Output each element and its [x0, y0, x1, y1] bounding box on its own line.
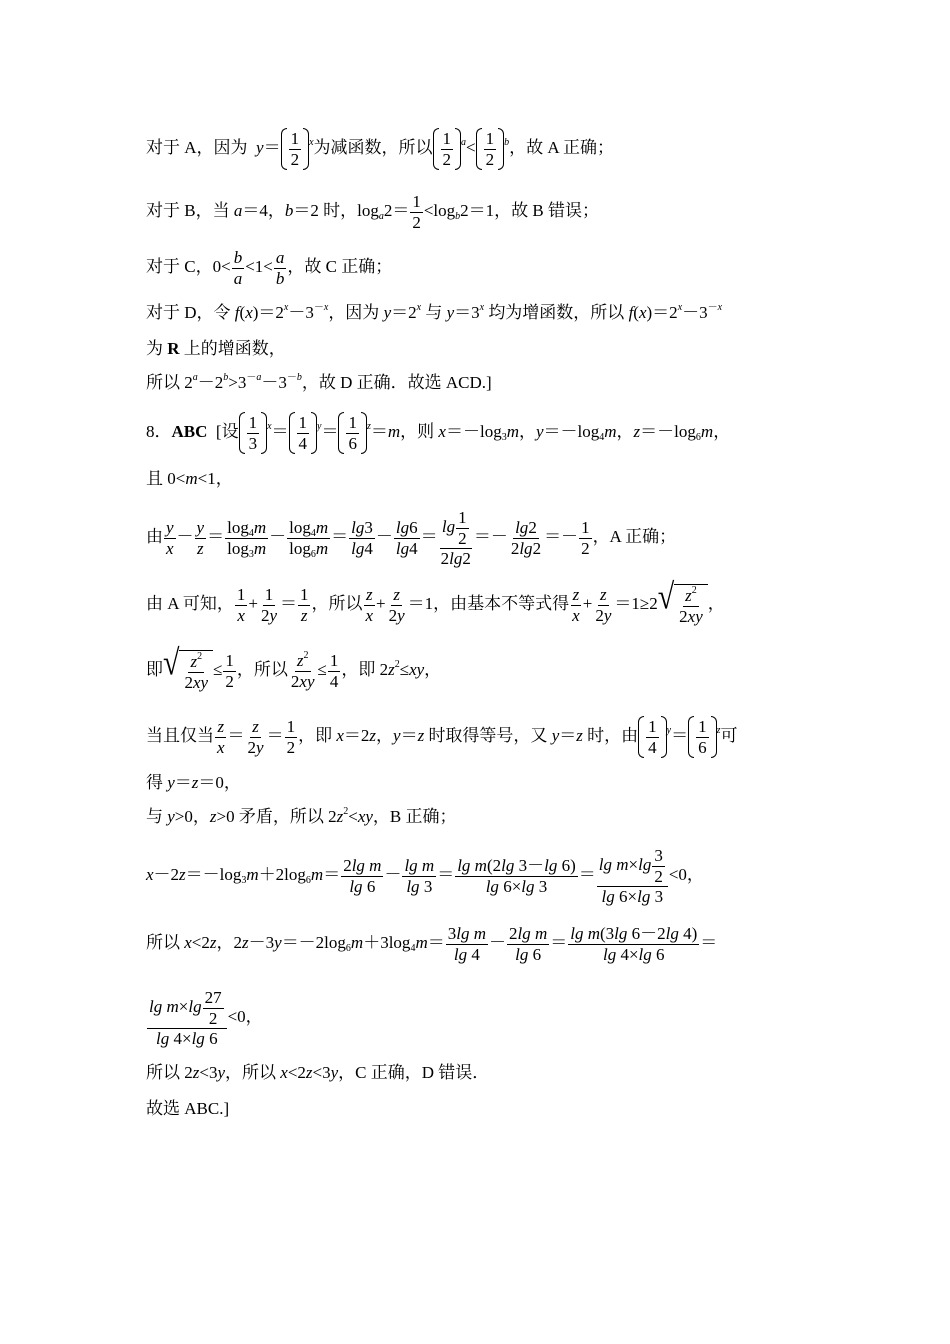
solution-line: 对于 B，当 a＝4，b＝2 时，$\log_a2=$ $\frac{1}{2}$ $<\log_b2=1$，故 B 错误；	[146, 192, 599, 232]
problem-number: 8	[146, 421, 155, 441]
solution-line: 即 √ $\frac{z^2}{2xy}$ ≤ $\frac{1}{2}$ ，所以 $\frac{z^2}{2xy}$ ≤ $\frac{1}{4}$ ，即 $2z^2\le xy$，	[146, 643, 442, 692]
solution-line: 对于 D，令 $f(x)=2^x-3^{-x}$，因为 $y=2^x$ 与 $y=3^x$ 均为增函数，所以 $f(x)=2^x-3^{-x}$	[146, 302, 723, 322]
solution-line: 且 0<m<1，	[146, 469, 233, 488]
solution-line: 对于 C，0< $\frac{b}{a}$ <1< $\frac{a}{b}$ ，故 C 正确；	[146, 248, 393, 288]
solution-line: $x-2z=-\log_3m+2\log_6m=$ $\frac{\text{2lg m}}{\lg 6}$ － $\frac{\text{lg m}}{\lg 3}$ ＝ $\frac{\text{lg m(2lg 3－lg 6)}}{\lg 6\times\lg 3}$ ＝ lg m×lg $\frac{3}{2}$ lg 6×lg 3 <0，	[146, 846, 704, 907]
solution-line: 由 A 可知， $\frac{1}{x}$ + $\frac{1}{2y}$ ＝ $\frac{1}{z}$ ，所以 $\frac{z}{x}$ + $\frac{z}{2y}$ ＝1，由基本不等式得 $\frac{z}{x}$ + $\frac{z}{2y}$ ＝1≥2 √ $\frac{z^2}{2xy}$ ，	[146, 577, 725, 626]
solution-line: 对于 A，因为 y＝ $\frac{1}{2}$ $^x$为减函数，所以 $\frac{1}{2}$ $^a$< $\frac{1}{2}$ $^b$，故 A 正确；	[146, 128, 614, 169]
solution-line: 所以 x<2z，$2z-3y=-2\log_6m+3\log_4m=$ $\frac{\text{3lg m}}{\lg 4}$ － $\frac{\text{2lg m}}{\lg 6}$ ＝ $\frac{\text{lg m(3lg 6－2lg 4)}}{\lg 4\times\lg 6}$ ＝	[146, 924, 718, 964]
solution-line: lg m×lg $\frac{27}{2}$ lg 4×lg 6 <0，	[149, 988, 263, 1049]
solution-line: 故选 ABC.]	[146, 1099, 230, 1118]
problem-8-header: 8．ABC [设 $\frac{1}{3}$ $^x$＝ $\frac{1}{4}$ $^y$＝ $\frac{1}{6}$ $^z$＝m，则 $x=-\log_3m$，$y=-\log_4m$，$z=-\log_6m$，	[146, 412, 731, 453]
solution-line: 为 R 上的增函数，	[146, 339, 286, 358]
solution-line: 与 y>0，z>0 矛盾，所以 $2z^2<xy$，B 正确；	[146, 806, 457, 826]
answer-key: ABC	[171, 421, 208, 441]
solution-line: 由 $\frac{y}{x}$ － $\frac{y}{z}$ ＝ $\frac{\log_4m}{\log_3m}$ － $\frac{\log_4m}{\log_6m}$ ＝ $\frac{\lg 3}{\lg 4}$ － $\frac{\lg 6}{\lg 4}$ ＝ lg $\frac{1}{2}$ 2lg2 ＝－ $\frac{\lg 2}{2\lg 2}$ ＝－ $\frac{1}{2}$ ，A 正确；	[146, 508, 677, 569]
solution-line: 所以 2z<3y，所以 x<2z<3y，C 正确，D 错误．	[146, 1063, 490, 1082]
solution-line: 得 y＝z＝0，	[146, 773, 241, 792]
solution-line: 所以 $2^a-2^b>3^{-a}-3^{-b}$，故 D 正确．故选 ACD.]	[146, 372, 492, 392]
solution-line: 当且仅当 $\frac{z}{x}$ ＝ $\frac{z}{2y}$ ＝ $\frac{1}{2}$ ，即 x＝2z，y＝z 时取得等号，又 y＝z 时，由 $\frac{1}{4}$ $^y$＝ $\frac{1}{6}$ $^z$可	[146, 716, 738, 757]
